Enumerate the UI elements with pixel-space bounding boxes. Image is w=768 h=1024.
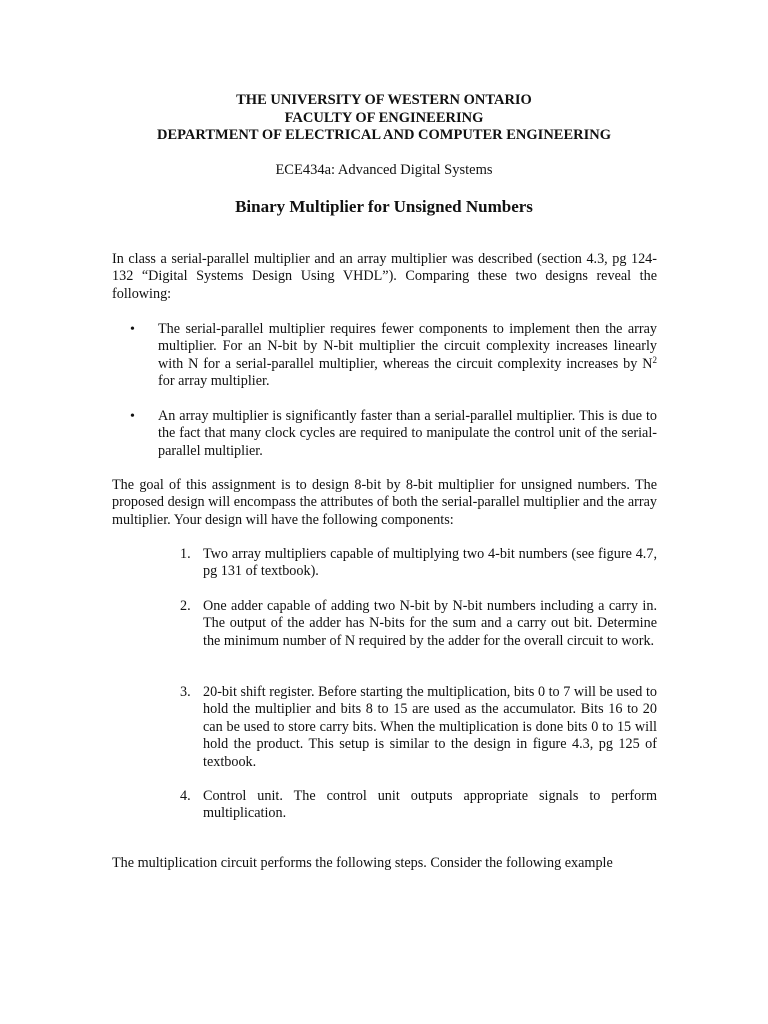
closing-paragraph: The multiplication circuit performs the following steps. Consider the following example <box>112 855 613 871</box>
document-title: Binary Multiplier for Unsigned Numbers <box>235 197 533 216</box>
list-text: 20-bit shift register. Before starting the multiplication, bits 0 to 7 will be used to hold the multiplier and bits 8 to 15 are used as the accumulator. Bits 16 to 20 can be used to store carry bits. When the multiplication is done bits 0 to 15 will hold the product. This setup is similar to the design in figure 4.3, pg 125 of textbook. <box>203 684 657 770</box>
bullet-marker: • <box>130 322 135 337</box>
list-number: 4. <box>180 788 191 804</box>
list-number: 3. <box>180 684 191 700</box>
faculty-heading: FACULTY OF ENGINEERING <box>284 110 484 126</box>
bullet-text-part: for array multiplier. <box>158 373 270 390</box>
list-text: Two array multipliers capable of multiplying two 4-bit numbers (see figure 4.7, pg 131 of textbook). <box>203 546 657 580</box>
list-number: 2. <box>180 598 191 614</box>
department-heading: DEPARTMENT OF ELECTRICAL AND COMPUTER ENGINEERING <box>156 127 611 143</box>
bullet-text <box>158 321 657 391</box>
list-text: One adder capable of adding two N-bit by N-bit numbers including a carry in. The output of the adder has N-bits for the sum and a carry out bit. Determine the minimum number of N required by the adder for the overall circuit to work. <box>203 598 657 649</box>
bullet-text-part: The serial-parallel multiplier requires fewer components to implement then the array multiplier. For an N-bit by N-bit multiplier the circuit complexity increases linearly with N for a serial-parallel multiplier, whereas the circuit complexity increases by N <box>158 321 657 372</box>
superscript-exponent: 2 <box>652 354 657 365</box>
university-heading: THE UNIVERSITY OF WESTERN ONTARIO <box>236 92 532 108</box>
list-number: 1. <box>180 546 191 562</box>
list-text: Control unit. The control unit outputs appropriate signals to perform multiplication. <box>203 788 657 822</box>
course-title: ECE434a: Advanced Digital Systems <box>275 162 493 178</box>
goal-paragraph: The goal of this assignment is to design 8-bit by 8-bit multiplier for unsigned numbers. The proposed design will encompass the attributes of both the serial-parallel multiplier and the array multiplier. Your design will have the following components: <box>112 477 657 528</box>
bullet-text: An array multiplier is significantly faster than a serial-parallel multiplier. This is due to the fact that many clock cycles are required to manipulate the control unit of the serial-parallel multiplier. <box>158 408 657 459</box>
intro-paragraph: In class a serial-parallel multiplier and an array multiplier was described (section 4.3, pg 124-132 “Digital Systems Design Using VHDL”). Comparing these two designs reveal the following: <box>112 251 657 302</box>
bullet-marker: • <box>130 409 135 424</box>
